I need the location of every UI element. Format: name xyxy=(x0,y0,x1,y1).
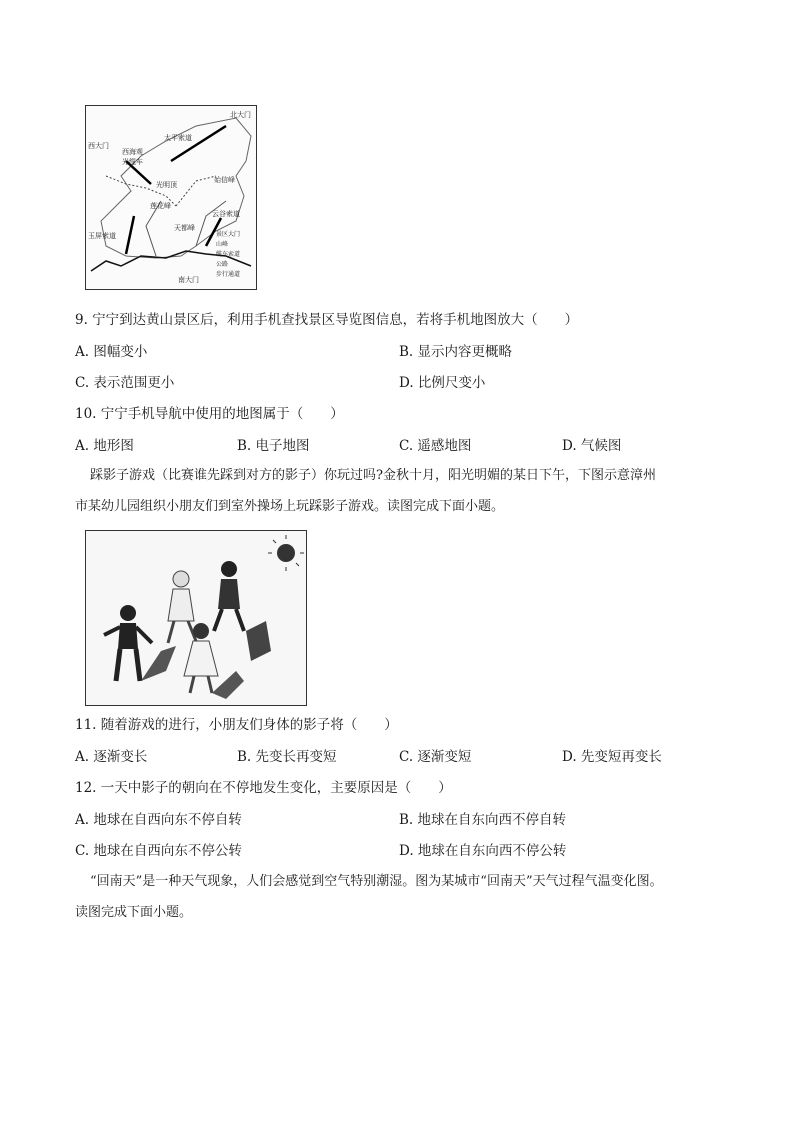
q10-stem: 10. 宁宁手机导航中使用的地图属于（ ） xyxy=(75,406,344,422)
map-label-tiandu-peak: 天都峰 xyxy=(174,224,195,232)
q10-option-a: A. 地形图 xyxy=(75,438,134,454)
map-label-north-gate: 北大门 xyxy=(230,111,251,119)
map-label-yuping-cableway: 玉屏索道 xyxy=(88,232,116,240)
map-label-lianhua-peak: 莲花峰 xyxy=(150,202,171,210)
legend-walkway: 步行通道 xyxy=(216,271,241,278)
shadow-game-drawing xyxy=(86,531,305,704)
intro-paragraph-2-line2: 读图完成下面小题。 xyxy=(75,905,193,920)
q9-option-a: A. 图幅变小 xyxy=(75,344,148,360)
legend-gate: 景区大门 xyxy=(216,231,241,238)
map-label-yungu-cableway: 云谷索道 xyxy=(212,210,240,218)
q10-option-c: C. 遥感地图 xyxy=(399,438,472,454)
q12-stem: 12. 一天中影子的朝向在不停地发生变化，主要原因是（ ） xyxy=(75,780,452,796)
q12-option-b: B. 地球在自东向西不停自转 xyxy=(399,812,567,828)
q11-option-a: A. 逐渐变长 xyxy=(75,749,148,765)
legend-road: 公路 xyxy=(216,261,229,268)
intro-paragraph-2-line1: “回南天”是一种天气现象，人们会感觉到空气特别潮湿。图为某城市“回南天”天气过程气温变化图。 xyxy=(90,874,663,889)
scenic-area-map xyxy=(85,105,257,290)
q12-option-c: C. 地球在自西向东不停公转 xyxy=(75,843,242,859)
map-label-xihai: 西海观 xyxy=(122,148,143,156)
map-label-guangming-peak: 光明顶 xyxy=(156,181,177,189)
sun-icon xyxy=(277,544,295,562)
map-label-guanlanche: 光缆车 xyxy=(122,158,143,166)
map-legend xyxy=(216,231,256,291)
q12-option-d: D. 地球在自东向西不停公转 xyxy=(399,843,567,859)
q9-stem: 9. 宁宁到达黄山景区后，利用手机查找景区导览图信息，若将手机地图放大（ ） xyxy=(75,312,579,328)
legend-cableway: 缆车索道 xyxy=(216,251,241,258)
shadow-game-picture xyxy=(85,530,307,706)
q12-option-a: A. 地球在自西向东不停自转 xyxy=(75,812,242,828)
q11-option-d: D. 先变短再变长 xyxy=(562,749,662,765)
q10-option-d: D. 气候图 xyxy=(562,438,622,454)
q11-option-c: C. 逐渐变短 xyxy=(399,749,472,765)
q9-option-c: C. 表示范围更小 xyxy=(75,375,175,391)
q9-option-b: B. 显示内容更概略 xyxy=(399,344,513,360)
map-label-shixin-peak: 始信峰 xyxy=(214,176,235,184)
q11-stem: 11. 随着游戏的进行，小朋友们身体的影子将（ ） xyxy=(75,717,398,733)
intro-paragraph-1-line1: 踩影子游戏（比赛谁先踩到对方的影子）你玩过吗?金秋十月，阳光明媚的某日下午，下图示意漳州 xyxy=(90,468,656,483)
map-label-west-gate: 西大门 xyxy=(88,142,109,150)
q10-option-b: B. 电子地图 xyxy=(237,438,310,454)
q11-option-b: B. 先变长再变短 xyxy=(237,749,337,765)
legend-peak: 山峰 xyxy=(216,241,229,248)
map-label-south-gate: 南大门 xyxy=(178,276,199,284)
q9-option-d: D. 比例尺变小 xyxy=(399,375,486,391)
intro-paragraph-1-line2: 市某幼儿园组织小朋友们到室外操场上玩踩影子游戏。读图完成下面小题。 xyxy=(75,499,505,514)
map-label-taiping-cableway: 太平索道 xyxy=(164,134,192,142)
